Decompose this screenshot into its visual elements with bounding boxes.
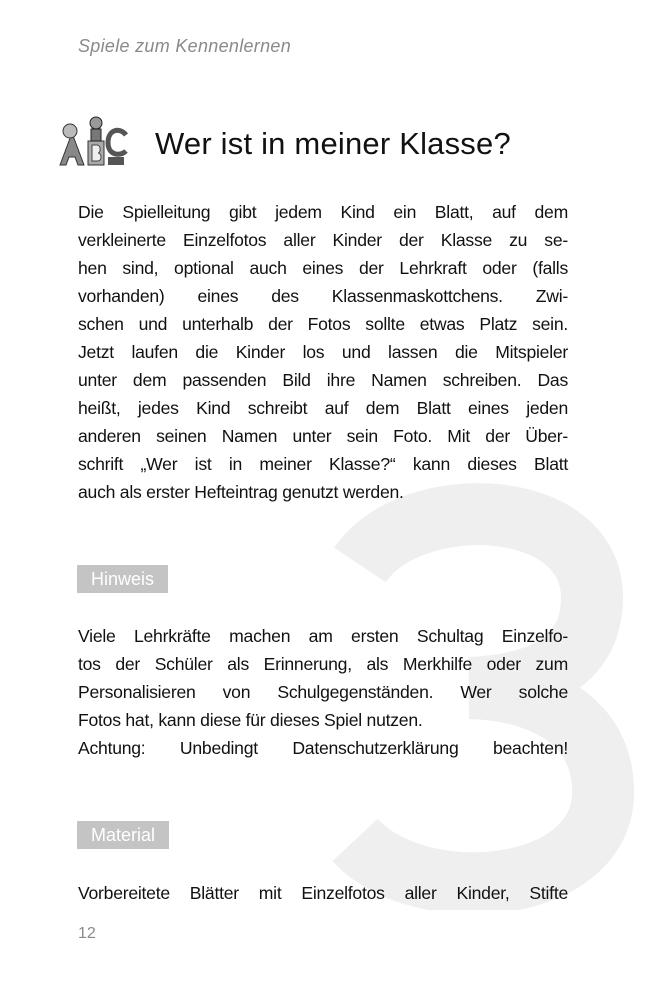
hint-label: Hinweis xyxy=(77,565,168,593)
text-line: Jetzt laufen die Kinder los und lassen die Mitspieler xyxy=(78,342,568,362)
text-line: tos der Schüler als Erinnerung, als Merkhilfe oder zum xyxy=(78,654,568,674)
text-line: Viele Lehrkräfte machen am ersten Schultag Einzelfo- xyxy=(78,626,568,646)
text-line: verkleinerte Einzelfotos aller Kinder der Klasse zu se- xyxy=(78,230,568,250)
text-line: heißt, jedes Kind schreibt auf dem Blatt eines jeden xyxy=(78,398,568,418)
text-line: vorhanden) eines des Klassenmaskottchens. Zwi- xyxy=(78,286,568,306)
material-label: Material xyxy=(77,821,169,849)
text-line: auch als erster Hefteintrag genutzt werden. xyxy=(78,482,404,502)
text-line: Vorbereitete Blätter mit Einzelfotos aller Kinder, Stifte xyxy=(78,883,568,903)
game-title: Wer ist in meiner Klasse? xyxy=(155,126,511,161)
text-line: schen und unterhalb der Fotos sollte etwas Platz sein. xyxy=(78,314,568,334)
description-paragraph xyxy=(78,198,568,506)
text-line: schrift „Wer ist in meiner Klasse?“ kann dieses Blatt xyxy=(78,454,568,474)
text-line: Die Spielleitung gibt jedem Kind ein Blatt, auf dem xyxy=(78,202,568,222)
hint-paragraph xyxy=(78,622,568,762)
text-line: anderen seinen Namen unter sein Foto. Mit der Über- xyxy=(78,426,568,446)
text-line: unter dem passenden Bild ihre Namen schreiben. Das xyxy=(78,370,568,390)
material-paragraph xyxy=(78,879,568,907)
abc-kids-logo-icon xyxy=(58,115,144,167)
page-number: 12 xyxy=(78,925,96,942)
text-line: Achtung: Unbedingt Datenschutzerklärung beachten! xyxy=(78,738,568,758)
text-line: Personalisieren von Schulgegenständen. Wer solche xyxy=(78,682,568,702)
text-line: Fotos hat, kann diese für dieses Spiel nutzen. xyxy=(78,710,423,730)
running-header: Spiele zum Kennenlernen xyxy=(78,36,292,56)
text-line: hen sind, optional auch eines der Lehrkraft oder (falls xyxy=(78,258,568,278)
